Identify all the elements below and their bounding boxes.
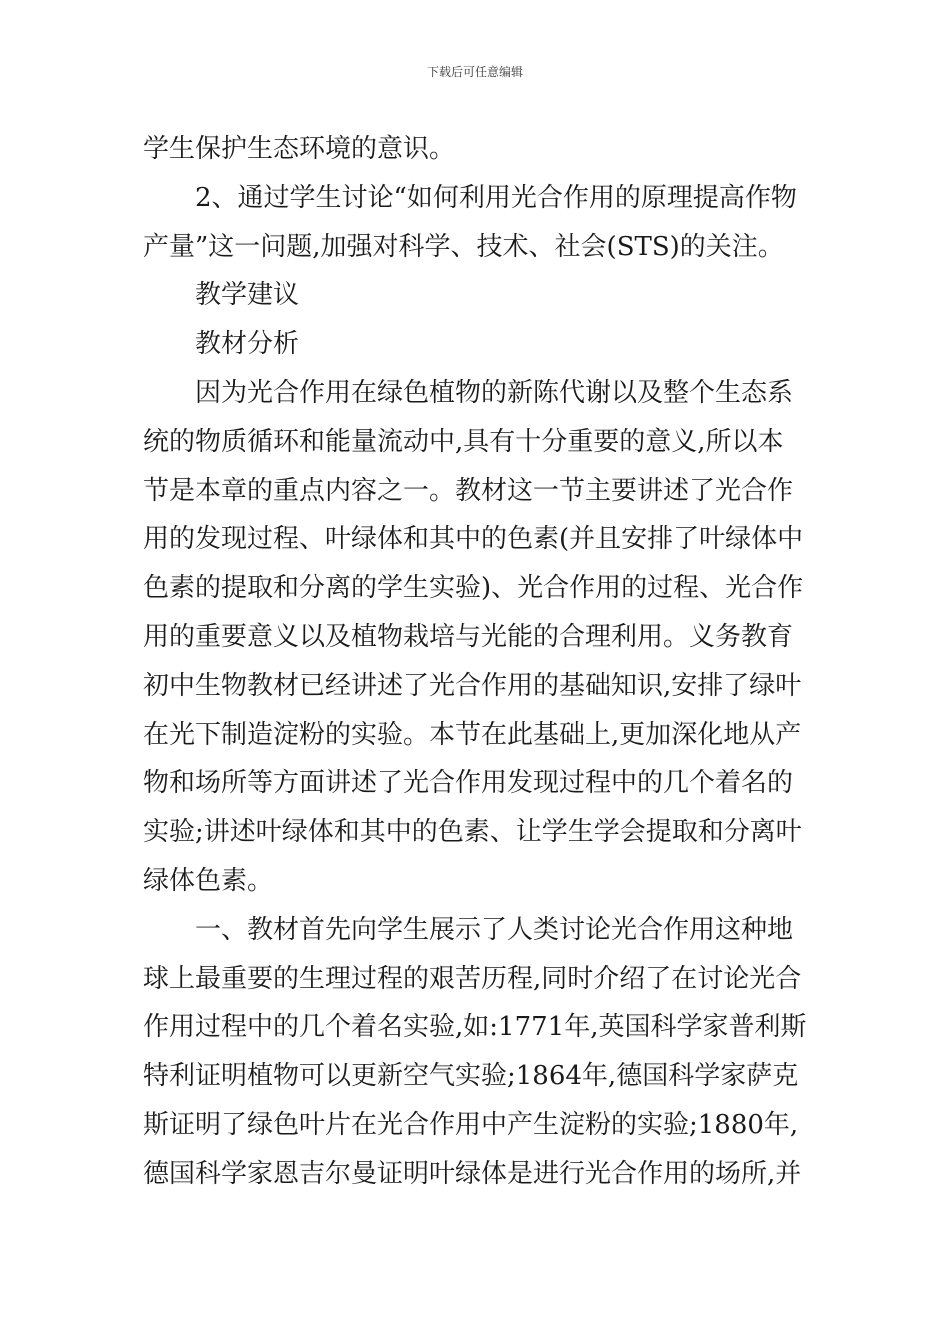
section-heading: 教学建议 [195, 280, 300, 311]
text-line: 产量”这一问题,加强对科学、技术、社会(STS)的关注。 [143, 231, 784, 262]
text-line: 用的重要意义以及植物栽培与光能的合理利用。义务教育 [143, 621, 794, 652]
text-line: 统的物质循环和能量流动中,具有十分重要的意义,所以本 [143, 426, 784, 457]
section-heading: 教材分析 [195, 329, 300, 360]
text-line: 因为光合作用在绿色植物的新陈代谢以及整个生态系 [195, 377, 794, 408]
text-line: 2、通过学生讨论“如何利用光合作用的原理提高作物 [195, 182, 797, 213]
text-line: 德国科学家恩吉尔曼证明叶绿体是进行光合作用的场所,并 [143, 1158, 802, 1189]
text-line: 物和场所等方面讲述了光合作用发现过程中的几个着名的 [143, 768, 794, 799]
text-line: 一、教材首先向学生展示了人类讨论光合作用这种地 [195, 914, 794, 945]
text-line: 在光下制造淀粉的实验。本节在此基础上,更加深化地从产 [143, 719, 802, 750]
text-line: 斯证明了绿色叶片在光合作用中产生淀粉的实验;1880年, [143, 1109, 799, 1140]
text-line: 实验;讲述叶绿体和其中的色素、让学生学会提取和分离叶 [143, 817, 802, 848]
text-line: 绿体色素。 [143, 865, 274, 896]
text-line: 用的发现过程、叶绿体和其中的色素(并且安排了叶绿体中 [143, 524, 804, 555]
text-line: 球上最重要的生理过程的艰苦历程,同时介绍了在讨论光合 [143, 963, 802, 994]
page-header-note: 下载后可任意编辑 [426, 65, 523, 79]
text-line: 节是本章的重点内容之一。教材这一节主要讲述了光合作 [143, 475, 794, 506]
text-line: 初中生物教材已经讲述了光合作用的基础知识,安排了绿叶 [143, 670, 802, 701]
document-body [143, 125, 807, 1199]
text-line: 作用过程中的几个着名实验,如:1771年,英国科学家普利斯 [143, 1012, 807, 1043]
text-line: 特利证明植物可以更新空气实验;1864年,德国科学家萨克 [143, 1061, 799, 1092]
text-line: 学生保护生态环境的意识。 [143, 134, 456, 164]
text-line: 色素的提取和分离的学生实验)、光合作用的过程、光合作 [143, 573, 804, 604]
